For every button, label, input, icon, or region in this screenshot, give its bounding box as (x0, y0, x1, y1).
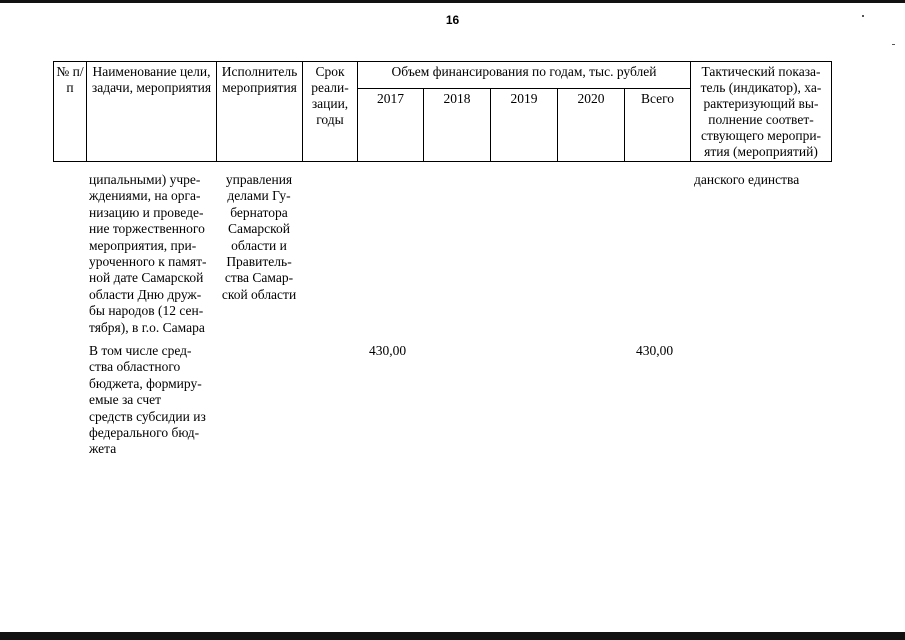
header-term: Срок реали- зации, годы (303, 62, 358, 162)
row1-executor: управления делами Гу- бернатора Самарской области и Правитель- ства Самар- ской области (221, 172, 297, 302)
funding-table (53, 61, 832, 162)
header-year-2018: 2018 (424, 89, 491, 162)
row1-name: ципальными) учре- ждениями, на орга- низацию и проведе- ние торжественного мероприятия, при- уроченного к памят- ной дате Самарской области Дню друж- бы народов (12 сен- тября), в г.о. Самара (89, 172, 207, 335)
header-year-2019: 2019 (491, 89, 558, 162)
scan-speck (862, 15, 864, 17)
header-num: № п/п (54, 62, 87, 162)
scan-speck (892, 44, 895, 45)
top-border (0, 0, 905, 3)
header-executor: Исполнитель мероприятия (217, 62, 303, 162)
header-indicator: Тактический показа- тель (индикатор), ха- рактеризующий вы- полнение соответ- ствующего меропри- ятия (мероприятий) (691, 62, 832, 162)
header-year-2017: 2017 (358, 89, 424, 162)
row1-indicator: данского единства (694, 172, 800, 187)
row2-name: В том числе сред- ства областного бюджета, формиру- емые за счет средств субсидии из федерального бюд- жета (89, 343, 206, 457)
header-total: Всего (625, 89, 691, 162)
header-funding: Объем финансирования по годам, тыс. рублей (358, 62, 691, 89)
row2-total-value: 430,00 (636, 343, 674, 358)
header-name: Наименование цели, задачи, мероприятия (87, 62, 217, 162)
page-number: 16 (445, 13, 460, 27)
header-year-2020: 2020 (558, 89, 625, 162)
row2-2017-value: 430,00 (369, 343, 407, 358)
bottom-border (0, 632, 905, 640)
